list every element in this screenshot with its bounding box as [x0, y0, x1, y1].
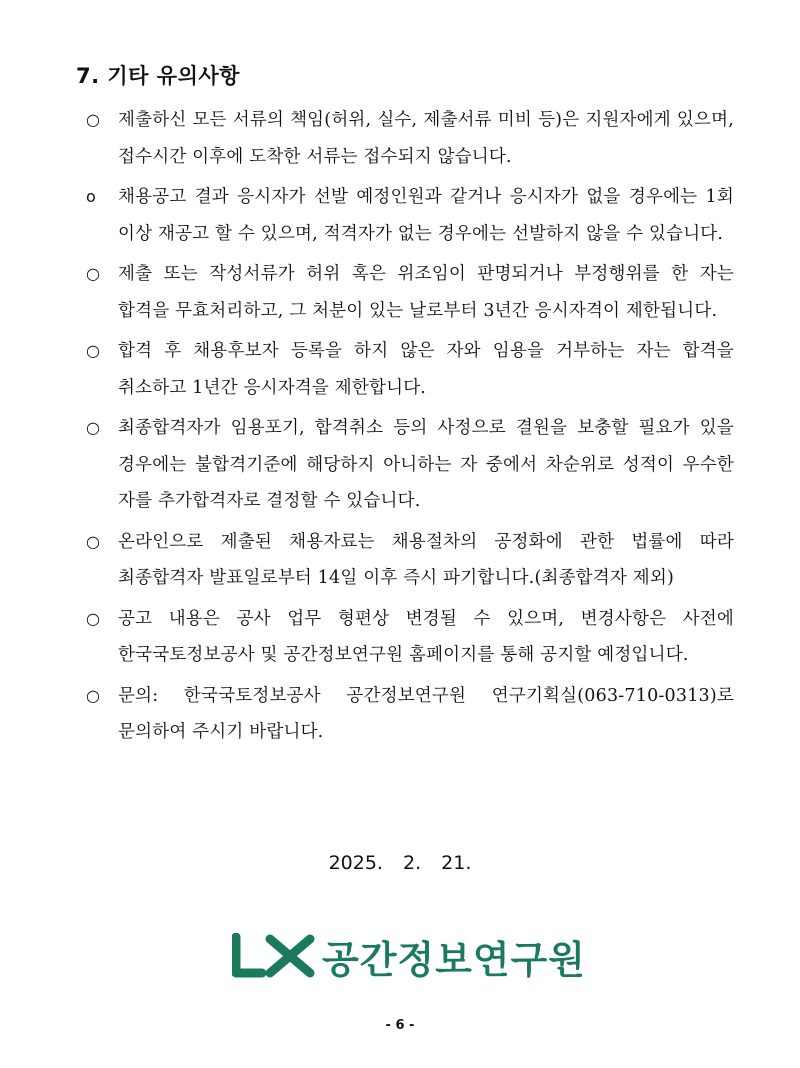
- list-item-text: 채용공고 결과 응시자가 선발 예정인원과 같거나 응시자가 없을 경우에는 1회 이상 재공고 할 수 있으며, 적격자가 없는 경우에는 선발하지 않을 수 있습니다.: [118, 187, 734, 244]
- bullet-icon: ○: [86, 110, 100, 129]
- list-item-text: 제출하신 모든 서류의 책임(허위, 실수, 제출서류 미비 등)은 지원자에게 있으며, 접수시간 이후에 도착한 서류는 접수되지 않습니다.: [118, 110, 734, 167]
- list-item: [84, 601, 734, 674]
- list-item-text: 문의: 한국국토정보공사 공간정보연구원 연구기획실(063-710-0313)로 문의하여 주시기 바랍니다.: [118, 685, 734, 742]
- notice-list: [84, 102, 734, 755]
- list-item: [84, 410, 734, 520]
- document-date: 2025. 2. 21.: [328, 852, 472, 874]
- bullet-icon: ○: [86, 264, 100, 283]
- list-item: [84, 678, 734, 751]
- page-number: - 6 -: [385, 1018, 415, 1033]
- list-item: [84, 524, 734, 597]
- organization-logo: [232, 930, 586, 982]
- lx-logo-mark-icon: [232, 933, 316, 979]
- list-item: [84, 333, 734, 406]
- organization-name: 공간정보연구원: [322, 937, 586, 982]
- list-item-text: 합격 후 채용후보자 등록을 하지 않은 자와 임용을 거부하는 자는 합격을 취소하고 1년간 응시자격을 제한합니다.: [118, 341, 734, 398]
- bullet-icon: ○: [86, 341, 100, 360]
- bullet-icon: ○: [86, 531, 100, 551]
- bullet-icon: ○: [86, 608, 100, 628]
- list-item: [84, 102, 734, 175]
- section-title: 7. 기타 유의사항: [76, 64, 240, 88]
- list-item-text: 최종합격자가 임용포기, 합격취소 등의 사정으로 결원을 보충할 필요가 있을 경우에는 불합격기준에 해당하지 아니하는 자 중에서 차순위로 성적이 우수한 자를 추가합격자로 결정할 수 있습니다.: [118, 418, 734, 511]
- list-item-text: 제출 또는 작성서류가 허위 혹은 위조임이 판명되거나 부정행위를 한 자는 합격을 무효처리하고, 그 처분이 있는 날로부터 3년간 응시자격이 제한됩니다.: [118, 264, 734, 321]
- list-item-text: 온라인으로 제출된 채용자료는 채용절차의 공정화에 관한 법률에 따라 최종합격자 발표일로부터 14일 이후 즉시 파기합니다.(최종합격자 제외): [118, 531, 734, 588]
- bullet-icon: ○: [86, 418, 100, 437]
- bullet-icon: o: [86, 187, 96, 206]
- list-item: [84, 256, 734, 329]
- bullet-icon: ○: [86, 685, 100, 705]
- list-item-text: 공고 내용은 공사 업무 형편상 변경될 수 있으며, 변경사항은 사전에 한국국토정보공사 및 공간정보연구원 홈페이지를 통해 공지할 예정입니다.: [118, 608, 734, 665]
- list-item: [84, 179, 734, 252]
